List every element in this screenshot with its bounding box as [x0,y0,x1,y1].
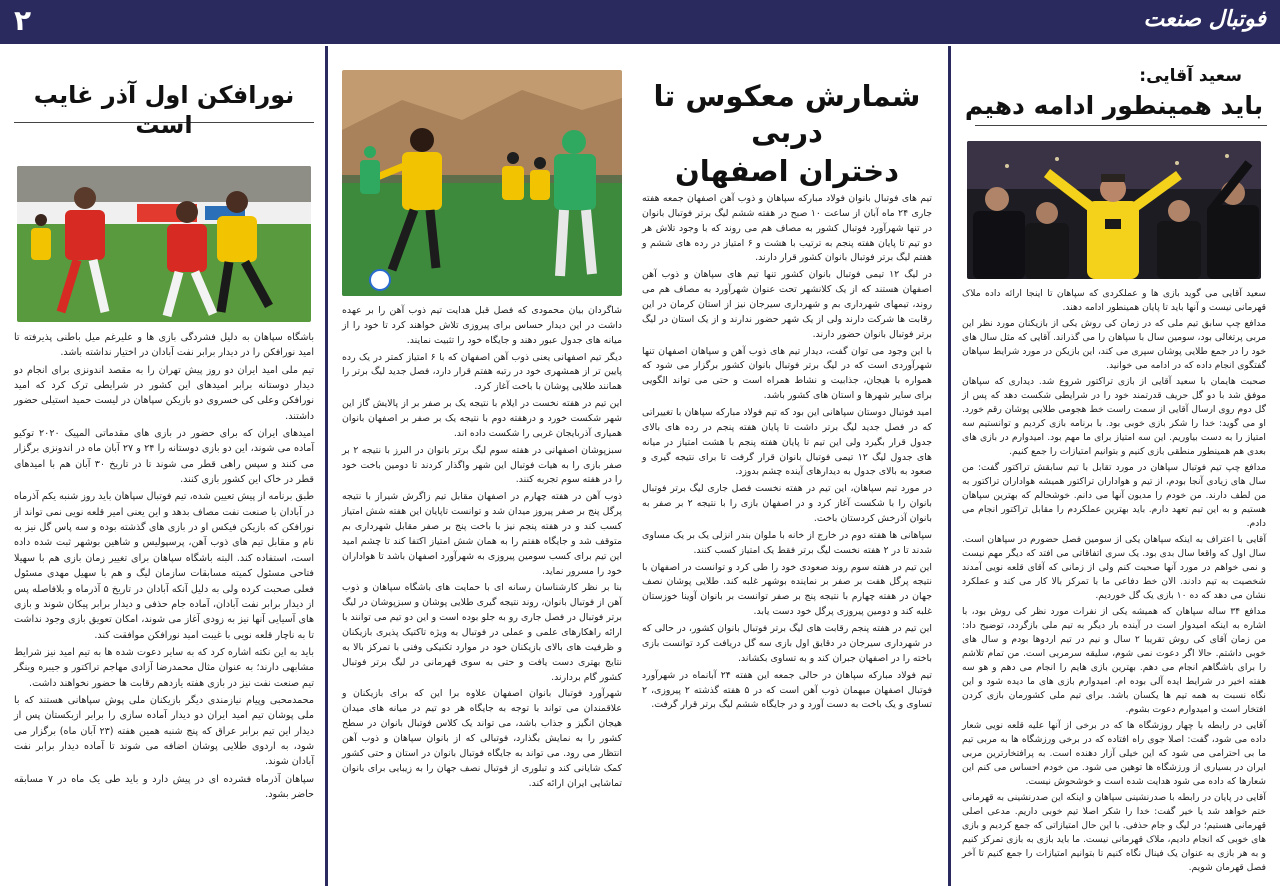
left-article-headline: نورافکن اول آذر غایب است [33,81,295,139]
middle-article [334,50,940,884]
left-article-paragraph: باید به این نکته اشاره کرد که به سایر دعوت شده ها به تیم امید نیز شرایط مشابهی دارند؛ به عنوان مثال محمدرضا آزادی مهاجم تراکتور و جیبره وینگر تیم صنعت نفت نیز در بازی هفته یازدهم رقابت ها حضور نخواهند داشت. [14,646,314,689]
middle-article-headline-block [642,78,932,189]
middle-article-headline-line1: شمارش معکوس تا دربی [653,79,921,150]
middle-article-body-left [342,304,622,794]
middle-article-paragraph: این تیم در هفته سوم روند صعودی خود را طی کرد و توانست در اصفهان با نتیجه پرگل هفت بر صفر بر نماینده بوشهر غلبه کند. طلایی پوشان نصف جهان در هفته چهارم با نتیجه پنج بر صفر توانست بر بانوان آوینا خوزستان غلبه کند و دومین پیروزی پرگل خود دست یابد. [642,561,932,618]
middle-article-paragraph: سپاهانی ها هفته دوم در خارج از خانه با ملوان بندر انزلی یک بر یک مساوی شدند تا در ۲ هفته نخست لیگ برتر فقط یک امتیاز کسب کنند. [642,529,932,556]
middle-article-paragraph: شاگردان بیان محمودی که فصل قبل هدایت تیم ذوب آهن را بر عهده داشت در این دیدار حساس برای پیروزی تلاش خواهند کرد تا خود را از میانه های جدول عبور دهند و جایگاه خود را تثبیت نمایند. [342,305,622,346]
left-article-body [8,330,320,802]
left-article-photo [17,166,311,322]
right-article-paragraph: مدافع چپ سابق تیم ملی که در زمان کی روش یکی از بازیکنان مورد نظر این مربی پرتغالی بود، سومین سال با سپاهان را می گذراند. آقایی که مثل سال های خود را در جمع طلایی پوشان سپری می کند، این بازیکن در مورد شرایط سپاهان گفتگوی انجام داده که در ادامه می خوانید. [962,318,1266,372]
middle-article-paragraph: این تیم در هفته پنجم رقابت های لیگ برتر فوتبال بانوان کشور، در حالی که در شهرداری سیرجان در دقایق اول بازی سه گل دریافت کرد توانست بازی باخته را در اصفهان جبران کند و به تساوی بکشاند. [642,623,932,664]
right-article-paragraph: مدافع ۳۴ ساله سپاهان که همیشه یکی از نفرات مورد نظر کی روش بود، با اشاره به اینکه امیدوار است در آینده بار دیگر به تیم ملی بازگردد، توضیح داد: من زمان آقای کی روش تقریبا ۲ سال و نیم در تیم اردوها بودم و سال های خوبی داشتم. حالا اگر دعوت نمی شوم، سلیقه سرمربی است. من تمام تلاشم را برای باشگاهم انجام می دهم. بهترین بازی هایم را انجام می دهم و هو سه هفته اخیر در شرایط ایده آلی بوده ام. امیدوارم بازی های ما دیده شود و این نگاه نسبت به همه تیم ها یکسان باشد. برای تیم ملی کشورمان بازی کردن افتخار است و امیدوارم دعوت بشوم. [962,605,1266,715]
middle-article-paragraph: با این وجود می توان گفت، دیدار تیم های ذوب آهن و سپاهان اصفهان تنها شهرآوردی است که در لیگ برتر فوتبال بانوان کشور برگزار می شود که همواره با هیجان، جذابیت و نشاط همراه است و حتی می تواند الگویی برای سایر شهرها و استان های کشور باشد. [642,345,932,402]
right-article-paragraph: آقایی با اعتراف به اینکه سپاهان یکی از سومین فصل حضورم در سپاهان است. سال اول که واقعا سال بدی بود. یک سری اتفاقاتی می افتد که دیگر مهم نیست و نمی خواهم در مورد آنها صحبت کنم ولی از زمانی که آقای قلعه نویی آمدند شخصیت به تیم دادند. الان خط دفاعی ما با تمرکز بالا کار می کند و عملکرد نشان می دهد که ده ۱۰ بازی یک گل خوردیم. [962,533,1266,601]
middle-article-paragraph: این تیم در هفته نخست در ایلام با نتیجه یک بر صفر بر از پالایش گاز این شهر شکست خورد و درهفته دوم با نتیجه یک بر صفر بر اصفهان بانوان همیاری آذربایجان غربی را شکست داده اند. [342,398,622,439]
right-article-headline: باید همینطور ادامه دهیم [964,91,1264,120]
left-article-paragraph: سپاهان آذرماه فشرده ای در پیش دارد و باید طی یک ماه در ۷ مسابقه حاضر بشود. [14,773,314,800]
middle-article-paragraph: ذوب آهن در هفته چهارم در اصفهان مقابل تیم زاگرش شیراز با نتیجه پرگل پنج بر صفر پیروز میدان شد و توانست تاپایان این هفته شش امتیاز کسب کند و در هفته پنجم نیز با باخت پنج بر صفر مقابل شهرداری بم متوقف شد و جایگاه هفتم را به همان شش امتیاز اکتفا کند تا چشم امید این تیم برای کسب سومین پیروزی به شهرآورد اصفهان باشد تا هواداران خود را مسرور نماید. [342,491,622,577]
column-divider-left [325,46,328,886]
middle-article-paragraph: شهرآورد فوتبال بانوان اصفهان علاوه برا این که برای بازیکنان و علاقمندان می تواند با توجه به جایگاه هر دو تیم در میانه های میدان هیجان انگیز و جذاب باشد، می تواند یک کلاس فوتبال بانوان در سطح کشور را به نمایش بگذارد، فوتبالی که از بانوان سپاهان و ذوب آهن انتظار می رود. می تواند به جایگاه فوتبال بانوان در استان و حتی کشور کمک شایانی کند و تبلوری از فوتبال نصف جهان را به زیبایی برای بانوان تماشایی ایران ارائه کند. [342,688,622,789]
column-divider-right [948,46,951,886]
right-article [956,50,1272,884]
right-article-paragraph: مدافع چپ تیم فوتبال سپاهان در مورد تقابل با تیم سابقش تراکتور گفت: من سال های زیادی آنجا بودم، از تیم و هواداران تراکتور همیشه هواداران تراکتور به من لطف دارند. من خودم را مدیون آنها می دانم. خوشحالم که بهترین سپاهان هستیم و به این تیم تعهد دارم. باید بهترین عملکردم را مقابل تراکتور انجام می دادم. [962,462,1266,529]
left-article [8,50,320,884]
right-article-kicker: سعید آقایی: [1139,66,1242,86]
middle-article-paragraph: تیم فولاد مبارکه سپاهان در حالی جمعه این هفته ۲۴ آبانماه در شهرآورد فوتبال اصفهان میهمان ذوب آهن است که در ۵ هفته گذشته ۲ پیروزی، ۲ تساوی و یک باخت به دست آورد و در جایگاه ششم لیگ برتر قرار گرفت. [642,669,932,711]
right-article-body [956,287,1272,874]
right-article-paragraph: آقایی در پایان در رابطه با صدرنشینی سپاهان و اینکه این صدرنشینی به قهرمانی ختم خواهد شد یا خیر گفت: خدا را شکر اصلا تیم خوبی داریم. مدعی اصلی قهرمانی هستیم؛ در لیگ و جام حذفی. با این حال امتیازاتی که جمع کردیم و بازی های خوبی که انجام دادیم، ملاک قهرمانی نیست. ما باید بازی به بازی تمرکز کنیم و به هر بازی به عنوان یک فینال نگاه کنیم تا بتوانیم امتیازات را جمع کنیم تا آخر فصل قهرمان شویم. [962,791,1266,873]
middle-article-paragraph: دیگر تیم اصفهانی یعنی ذوب آهن اصفهان که با ۶ امتیاز کمتر در یک رده پایین تر از همشهری خود در رتبه هفتم قرار دارد، فصل جدید لیگ برتر را همانند طلایی پوشان با باخت آغاز کرد. [342,351,622,393]
middle-article-headline-line2: دختران اصفهان [674,153,900,188]
right-article-paragraph: صحبت هایمان با سعید آقایی از بازی تراکتور شروع شد. دیداری که سپاهان موفق شد با دو گل حریف قدرتمند خود را در شرایطی شکست دهد که پس از گل دوم روی ارسال آقایی از سمت راست خط هجومی طلایی پوشان رقم خورد. او می گوید: خدا را شکر بازی خوبی بود. با برنامه بازی کردیم و توانستیم سه امتیاز را به دست بیاوریم. این سه امتیاز برای ما مهم بود. امیدوارم در بازی های بعدی هم همینطور منطقی بازی کنیم و بتوانیم امتیازات را جمع کنیم. [962,376,1266,458]
left-article-paragraph: محمدمحبی وپیام نیازمندی دیگر بازیکنان ملی پوش سپاهانی هستند که با ملی پوشان تیم امید ایران دو دیدار آماده سازی را برابر ازبکستان پس از دیدار این تیم برابر عراق که پنج شنبه همین هفته (۲۳ آبان ماه) برگزار می شود، به اردوی طلایی پوشان اضافه می شوند تا آماده دیدار برابر نفت آبادان شوند. [14,694,314,768]
middle-article-photo [342,70,622,296]
left-article-paragraph: طبق برنامه از پیش تعیین شده، تیم فوتبال سپاهان باید روز شنبه یکم آذرماه در آبادان با صنعت نفت مصاف بدهد و این یعنی امیر قلعه نویی نمی تواند از نورافکن که بازیکن فیکس او در بازی های گذشته بوده و سه پاس گل نیز به نام و مقابل تیم های ذوب آهن، پرسپولیس و شاهین بوشهر ثبت شده داده است، استفاده کند. البته باشگاه سپاهان برای تغییر زمان بازی هم با سهیلا فتاحی مسئول کمیته مسابقات سازمان لیگ و هم با سهیل مهدی مسئول فعلی صحبت کرده ولی به دلیل آنکه آبادان در تاریخ ۵ آذرماه و بلافاصله پس از دیدار برابر نفت آبادان، آماده جام حذفی و دیدار برابر پیکان شوند و بازی های آسیایی آنها نیز به زودی آغاز می شوند، امکان تعویق بازی وجود نداشت تا به ناچار قلعه نویی با غیبت امید نورافکن موافقت کند. [14,491,314,641]
left-article-paragraph: امیدهای ایران که برای حضور در بازی های مقدماتی المپیک ۲۰۲۰ توکیو آماده می شوند، این دو بازی دوستانه را ۲۴ و ۲۷ آبان ماه در اندونزی برگزار می کنند و سپس راهی قطر می شوند تا در تاریخ ۳۰ آبان هم با امیدهای قطر در خاک این کشور بازی کنند. [14,428,314,486]
middle-article-body-right [642,192,932,715]
middle-article-paragraph: در مورد تیم سپاهان، این تیم در هفته نخست فصل جاری لیگ برتر فوتبال بانوان را با شکست آغاز کرد و در اصفهان بازی را با نتیجه ۲ بر صفر به بانوان آذرخش کردستان باخت. [642,483,932,525]
page-number: ۲ [14,4,32,37]
brand-logo: فوتبال صنعت [1143,6,1266,32]
masthead-bar [0,0,1280,44]
middle-article-paragraph: سبزپوشان اصفهانی در هفته سوم لیگ برتر بانوان در البرز با نتیجه ۲ بر صفر بازی را به هیات فوتبال این شهر واگذار کردند تا دومین باخت خود را در هفته سوم تجربه کنند. [342,444,622,486]
middle-article-paragraph: در لیگ ۱۲ تیمی فوتبال بانوان کشور تنها تیم های سپاهان و ذوب آهن اصفهان هستند که از یک کلانشهر تحت عنوان شهرآورد به مصاف هم می روند، تیمهای شهرداری بم و شهرداری سیرجان نیز از استان کرمان در این رقابت ها شرکت دارند ولی از یک شهر حضور ندارند و از یک استان در لیگ برتر فوتبال بانوان حضور دارند. [642,269,932,340]
right-article-paragraph: آقایی در رابطه با چهار روزشگاه ها که در برخی از آنها علیه قلعه نویی شعار داده می شود، گفت: اصلا جوی راه افتاده که در برخی ورزشگاه ها به مربی تیم ما بی احترامی می شود که این خیلی آزار دهنده است. به پرافتخارترین مربی ایران در بسیاری از ورزشگاه ها توهین می شود. من خودم احساس می کنم این شعارها که داده می شود هدایت شده است و خوشحوش نیست. [962,719,1266,787]
middle-article-paragraph: امید فوتبال دوستان سپاهانی این بود که تیم فولاد مبارکه سپاهان با تغییراتی که در فصل جدید لیگ برتر داشت تا پایان هفته پنجم در رده های بالای جدول قرار بگیرد ولی این تیم تا پایان هفته پنجم با هشت امتیاز در میانه های جدول لیگ ۱۲ تیمی فوتبال بانوان قرار گرفت تا برای نتیجه گیری و صعود به بالای جدول به دیدارهای آینده چشم بدوزد. [642,407,932,478]
middle-article-paragraph: بنا بر نظر کارشناسان رسانه ای با حمایت های باشگاه سپاهان و ذوب آهن از فوتبال بانوان، روند نتیجه گیری طلایی پوشان و سبزپوشان در لیگ برتر فوتبال در فصل جاری رو به جلو بوده است و این دو تیم می توانند با ارائه راهکارهای علمی و عملی در فوتبال به ویژه تاکتیک پذیری بازیکنان و ظرفیت های بالای بازیکنان خود در موارد تکنیکی وفنی با تمرکز بالا به نتایج بهتری دست یافت و حتی به سوی قهرمانی در لیگ برتر فوتبال کشور گام بردارند. [342,582,622,683]
middle-article-paragraph: تیم های فوتبال بانوان فولاد مبارکه سپاهان و ذوب آهن اصفهان جمعه هفته جاری ۲۴ ماه آبان از ساعت ۱۰ صبح در هفته ششم لیگ برتر فوتبال بانوان در تنها شهرآورد فوتبال کشور به مصاف هم می روند که با وجود تلاش هر دو تیم تا پایان هفته پنجم به ترتیب با هشت و ۶ امتیاز در رده های ششم و هفتم لیگ برتر فوتبال بانوان کشور قرار دارند. [642,193,932,264]
right-article-paragraph: سعید آقایی می گوید بازی ها و عملکردی که سپاهان تا اینجا ارائه داده ملاک قهرمانی نیست و آنها باید تا پایان همینطور ادامه دهند. [962,288,1266,314]
left-article-paragraph: تیم ملی امید ایران دو روز پیش تهران را به مقصد اندونزی برای انجام دو دیدار دوستانه برابر امیدهای این کشور در شرایطی ترک کرد که امید نورافکن وعلی کی خسروی دو بازیکن سپاهان در لیست حمید استیلی حضور داشتند. [14,364,314,422]
right-article-photo [967,141,1261,279]
left-article-paragraph: باشگاه سپاهان به دلیل فشردگی بازی ها و علیرغم میل باطنی پذیرفته تا امید نورافکن را در دیدار برابر نفت آبادان در اختیار نداشته باشد. [14,332,314,359]
